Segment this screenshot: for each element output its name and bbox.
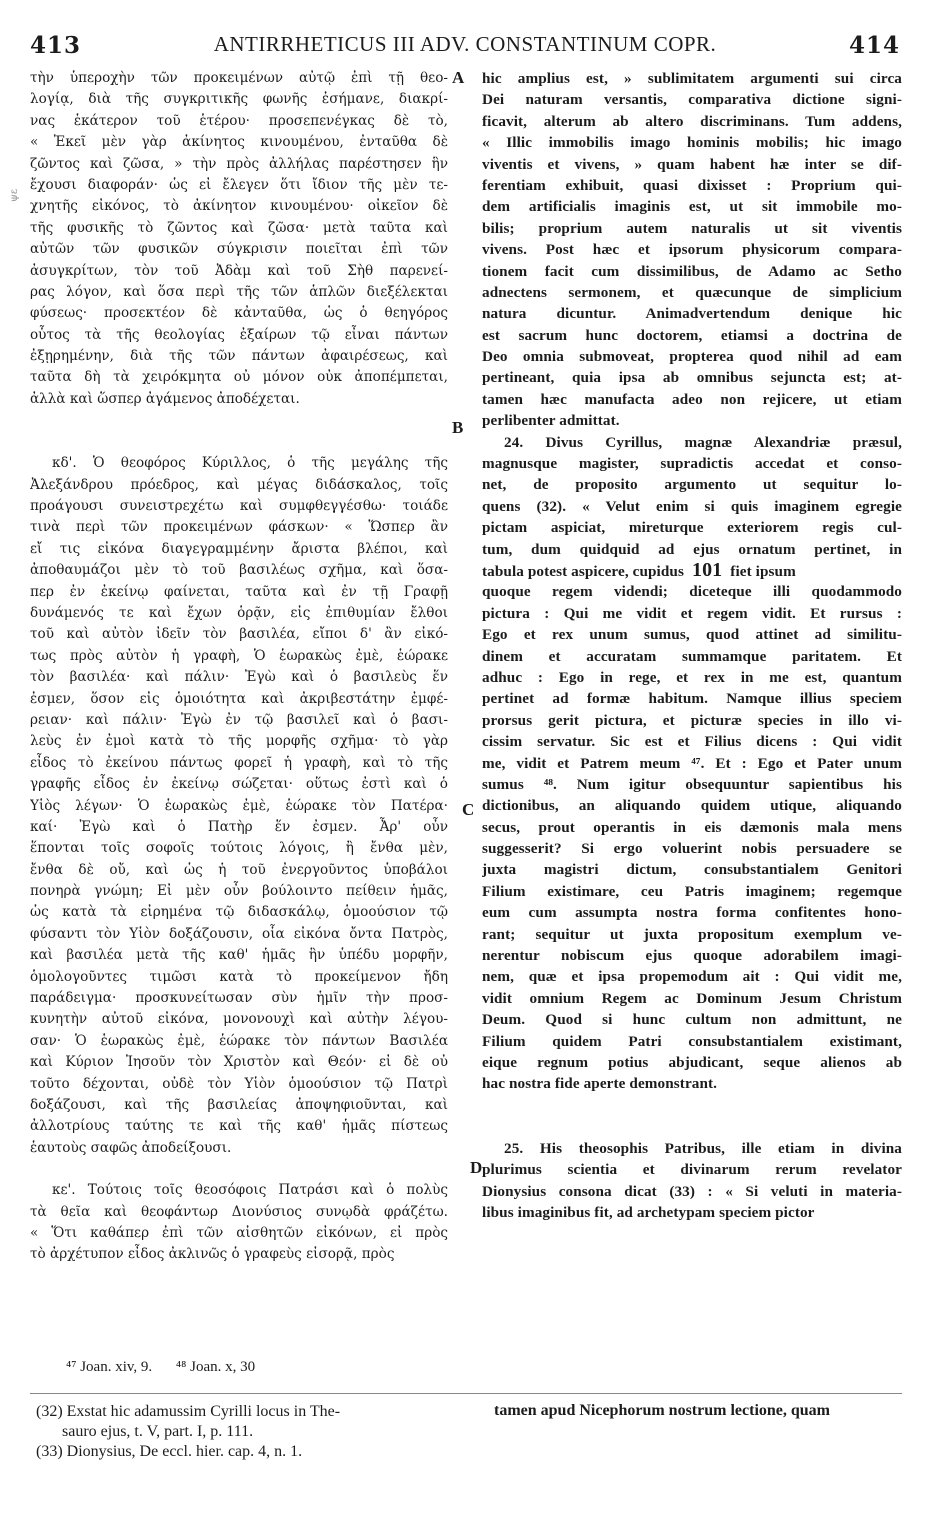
page-number-right: 414	[848, 32, 900, 59]
text-line: τὸν βασιλέα· καὶ πάλιν· Ἐγὼ καὶ ὁ βασιλεὺς ἕν	[30, 669, 448, 686]
section-marker-a: A	[452, 68, 465, 87]
text-line: ferentiam exhibuit, quasi dixisset : Proprium qui-	[482, 176, 902, 194]
text-line: sumus ⁴⁸. Num igitur obsequuntur sapientibus his	[482, 775, 902, 793]
text-line: καὶ βασιλέα μετὰ τῆς καθ' ἡμᾶς ἣν ὑπέδυ μορφῆν,	[30, 947, 448, 964]
scripture-notes	[66, 1359, 275, 1376]
text-line: « Ἐκεῖ μὲν γὰρ ἀκίνητος κινουμένου, ἐνταῦθα δὲ	[30, 134, 448, 151]
text-line: καὶ Κύριον Ἰησοῦν τὸν Χριστὸν καὶ Θεόν· εἰ δὲ οὐ	[30, 1054, 448, 1071]
text-line: natura dicuntur. Animadvertendum denique hic	[482, 305, 902, 323]
text-line: hic amplius est, » sublimitatem argumenti sui circa	[482, 70, 902, 87]
text-line: τὸ ἀρχέτυπον εἶδος ἀκλινῶς ὁ γραφεὺς εἰσορᾷ, πρὸς	[30, 1246, 395, 1263]
text-line: rant; sequitur ut juxta propositum exemplum ve-	[482, 925, 902, 943]
paragraph-gap	[30, 410, 448, 453]
text-line: vivens. Post hæc et ipsorum physicorum compara-	[482, 241, 902, 259]
text-line: αὐτῶν τῶν φυσικῶν σύγκρισιν ποιεῖται ἐπὶ τῶν	[30, 241, 448, 258]
footnote-right: tamen apud Nicephorum nostrum lectione, quam	[494, 1402, 831, 1419]
text-line: λογίᾳ, διὰ τῆς συγκριτικῆς φωνῆς ἐσήμανε, διακρί-	[30, 91, 448, 108]
text-line: Dionysius consona dicat (33) : « Si veluti in materia-	[482, 1182, 902, 1200]
text-line: quoque regem videndi; diceteque illi quodammodo	[482, 583, 902, 601]
text-line: ἀσυγκρίτων, τὸν τοῦ Ἀδὰμ καὶ τοῦ Σὴθ παρενεί-	[30, 262, 448, 279]
text-line: magnusque magister, supradictis accedat et conso-	[482, 455, 902, 473]
section-marker-b: B	[452, 418, 464, 437]
scripture-note: ⁴⁸ Joan. x, 30	[175, 1359, 256, 1375]
text-line: net, de proposito argumento ut sequitur lo-	[482, 476, 902, 494]
text-line: ταῦτα δὴ τὰ χειρόκμητα οὐ μόνον οὐκ ἀποπέμπεται,	[30, 369, 448, 386]
footnote-line: sauro ejus, t. V, part. I, p. 111.	[62, 1423, 254, 1440]
text-line: ἑαυτοὺς σαφῶς ἀποδείξουσι.	[30, 1139, 232, 1156]
text-line: pertineant, quia ipsa ab omnibus sejuncta est; at-	[482, 369, 902, 387]
text-line: quens (32). « Velut enim si quis imaginem egregie	[482, 497, 902, 515]
greek-column	[30, 68, 448, 1266]
text-line: secus, prout operantis in eis dæmonis mala mens	[482, 818, 902, 836]
page-number-left: 413	[30, 32, 82, 59]
text-line: vidit omnium Regem ac Dominum Jesum Christum	[482, 989, 902, 1007]
text-line: est sacrum hunc doctorem, etiamsi a doctrina de	[482, 326, 902, 344]
footnotes-left	[36, 1402, 454, 1462]
text-line: 25. His theosophis Patribus, ille etiam in divina	[504, 1139, 902, 1157]
text-line: σαν· Ὁ ἑωρακὼς ἐμὲ, ἑώρακε τὸν πάντων Βασιλέα	[30, 1032, 448, 1049]
text-line: pertinet ad formæ habitum. Namque illius speciem	[482, 690, 902, 708]
text-line: λεὺς ἐν ἐμοὶ κατὰ τὸ τῆς μορφῆς σχῆμα· τὸ γὰρ	[30, 733, 448, 750]
text-line: bilis; proprium autem naturalis ut sit viventis	[482, 219, 902, 237]
text-line: δυνάμενός τε καὶ ἔχων ὁρᾷν, εἰς ἐπιθυμίαν ἔλθοι	[30, 604, 448, 621]
text-line: ἔνθα δὲ οὔ, καὶ ὡς ἡ τοῦ ἐνεργοῦντος ὑποβάλοι	[30, 861, 448, 878]
text-line: Dei naturam versantis, comparativa dictione signi-	[482, 91, 902, 109]
text-line: hac nostra fide aperte demonstrant.	[482, 1075, 718, 1093]
text-line: « Illic immobilis imago hominis mobilis; hic imago	[482, 134, 902, 152]
text-line: Deo omnia submoveat, propterea quod nihil ad eam	[482, 348, 902, 366]
section-marker-c: C	[462, 800, 475, 819]
text-line: me, vidit et Patrem meum ⁴⁷. Et : Ego et Pater unum	[482, 754, 902, 772]
text-line: juxta magistri dictum, consubstantialem Genitori	[482, 861, 902, 879]
text-line: plurimus scientia et divinarum rerum revelator	[482, 1161, 902, 1179]
footnote-rule	[30, 1393, 902, 1394]
text-line: pictam aspiciat, mireturque exteriorem regis cul-	[482, 519, 902, 537]
text-line: κδ'. Ὁ θεοφόρος Κύριλλος, ὁ τῆς μεγάλης τῆς	[52, 455, 448, 472]
text-line: οὗτος τὰ τῆς θεολογίας ἐξαίρων τῷ εἶναι πάντων	[30, 326, 448, 343]
text-line: dictionibus, an aliquando quidem utique, aliquando	[482, 797, 902, 815]
text-line: εἴ τις εἰκόνα διαγεγραμμένην ἄριστα βλέποι, καὶ	[30, 540, 448, 557]
text-line: tamen hæc manufacta adeo non rejicere, ut etiam	[482, 390, 902, 408]
text-line: τως πρὸς αὐτὸν ἡ γραφὴ, Ὁ ἑωρακὼς ἐμὲ, ἑώρακε	[30, 647, 448, 664]
text-line: παράδειγμα· προσκυνείτωσαν σὺν ἡμῖν τὴν προσ-	[30, 990, 448, 1007]
text-line: « Ὅτι καθάπερ ἐπὶ τῶν αἰσθητῶν εἰκόνων, εἰ πρὸς	[30, 1224, 448, 1241]
text-line: adhuc : Ego in rege, et rex in me est, quantum	[482, 668, 902, 686]
text-line: cissim servatur. Sic est et Filius dicens : Qui vidit	[482, 733, 902, 751]
text-line: πονηρὰ γνώμη; Εἰ μὲν οὖν βούλοιντο πείθειν ἡμᾶς,	[30, 883, 448, 900]
paragraph-gap	[30, 1159, 448, 1180]
text-line: προάγουσι συνειστρεχέτω καὶ συμφθεγγέσθω· τοιάδε	[30, 498, 448, 515]
text-line: ἀποθαυμάζοι μὲν τὸ τοῦ βασιλέως σχῆμα, καὶ ὅσα-	[30, 562, 448, 579]
text-line: dem artificialis imaginis est, ut sit immobile mo-	[482, 198, 902, 216]
text-line: περ ἐν ἐκείνῳ φαίνεται, ταῦτα καὶ ἐν τῇ Γραφῇ	[30, 583, 448, 600]
text-line: 24. Divus Cyrillus, magnæ Alexandriæ præsul,	[504, 433, 902, 451]
latin-column	[482, 68, 902, 1223]
text-line: Ego et rex unum sumus, quod attinet ad similitu-	[482, 626, 902, 644]
text-line: τὴν ὑπεροχὴν τῶν προκειμένων αὐτῷ ἐπὶ τῇ θεο-	[30, 70, 448, 86]
footnote-line: (32) Exstat hic adamussim Cyrilli locus in The-	[36, 1403, 341, 1420]
text-line: Υἱὸς λέγων· Ὁ ἑωρακὼς ἐμὲ, ἑώρακε τὸν Πατέρα·	[30, 797, 448, 814]
text-line: ἔχουσι διαφοράν· ὡς εἰ ἔλεγεν ὅτι ἴδιον τῆς μὲν τε-	[30, 176, 448, 193]
text-fragment: tabula potest aspicere, cupidus	[482, 562, 684, 580]
text-line: viventis et vivens, » quam habent hæ inter se dif-	[482, 155, 902, 173]
text-line: ρας λόγον, καὶ ὅσα περὶ τῆς τῶν ἁπλῶν διεξέλεκται	[30, 283, 448, 300]
text-line: ὡς κατὰ τὰ εἰρημένα τῷ διδασκάλῳ, ὁμοούσιον τῷ	[30, 904, 448, 921]
text-fragment: fiet ipsum	[730, 562, 796, 580]
paragraph-gap	[482, 1095, 902, 1138]
text-line: τοῦ καὶ αὐτὸν ἰδεῖν τὸν βασιλέα, εἴποι δ' ἂν εἰκό-	[30, 626, 448, 643]
text-line: ρειαν· καὶ πάλιν· Ἐγὼ ἐν τῷ βασιλεῖ καὶ ὁ βασι-	[30, 711, 448, 728]
text-line: κε'. Τούτοις τοῖς θεοσόφοις Πατράσι καὶ ὁ πολὺς	[52, 1182, 448, 1199]
text-line: ἐξῃρημένην, διὰ τῆς τῶν πάντων ἀφαιρέσεως, καὶ	[30, 348, 448, 365]
text-line: Filium existimare, ceu Patris imaginem; regemque	[482, 882, 902, 900]
text-line: Ἀλεξάνδρου πρόεδρος, καὶ μέγας διδάσκαλος, τοῖς	[30, 476, 448, 493]
text-line: τῆς φυσικῆς τὸ ζῶντος καὶ ζῶσα· μετὰ ταῦτα καὶ	[30, 219, 448, 236]
text-line: ἀλλοτρίους ταύτης τε καὶ τῆς καθ' ἡμᾶς πίστεως	[30, 1118, 448, 1135]
scripture-note: ⁴⁷ Joan. xiv, 9.	[66, 1359, 153, 1375]
text-line: φύσαντι τὸν Υἱὸν δοξάζουσιν, οἷα εἰκόνα ὄντα Πατρὸς,	[30, 925, 448, 942]
text-line: ἐσμεν, ὅσον εἰς ὁμοιότητα καὶ ἀκριβεστάτην ἐμφέ-	[30, 690, 448, 707]
text-line: pictura : Qui me vidit et regem vidit. Et rursus :	[482, 604, 902, 622]
footnote-line: (33) Dionysius, De eccl. hier. cap. 4, n. 1.	[36, 1443, 303, 1460]
text-line: perlibenter admittat.	[482, 412, 620, 430]
text-line: nem, quæ et ipsa propemodum ait : Qui vidit me,	[482, 968, 902, 986]
text-line: adnectens sermonem, et quæcunque de simplicium	[482, 283, 902, 301]
text-line: τινὰ περὶ τῶν προκειμένων φάσκων· « Ὥσπερ ἂν	[30, 519, 448, 536]
text-line: eique regnum potius abjudicant, seque alienos ab	[482, 1053, 902, 1071]
text-line: ὁμολογοῦντες τιμῶσι κατὰ τὸ προκείμενον ἤδη	[30, 968, 448, 985]
text-line: τοῦτο δέχονται, οὐδὲ τὸν Υἱὸν ὁμοούσιον τῷ Πατρὶ	[30, 1075, 448, 1092]
text-line: νας ἑκάτερον τοῦ ἑτέρου· προσεπενέγκας δὲ τὸ,	[30, 112, 448, 129]
text-line: ficavit, alterum ab altero discriminans. Tum addens,	[482, 112, 902, 130]
text-line: κυνητὴν αὐτοῦ εἰκόνα, μονονουχὶ καὶ αὐτὴν λέγου-	[30, 1011, 448, 1028]
text-line: ἕπονται τοῖς σοφοῖς τούτοις λόγοις, ἢ ἔνθα μὲν,	[30, 840, 448, 857]
text-line: tum, dum quidquid ad ejus ornatum pertinet, in	[482, 540, 902, 558]
text-line: suggesserit? Si ergo voluerint nobis persuadere se	[482, 840, 902, 858]
text-line: φύσεως· προσεκτέον δὲ κἀνταῦθα, ὡς ὁ θεηγόρος	[30, 305, 448, 322]
text-line: καί· Ἐγὼ καὶ ὁ Πατὴρ ἕν ἐσμεν. Ἆρ' οὖν	[30, 818, 448, 835]
text-line: nerentur nobiscum ejus quoque adorabilem imagi-	[482, 947, 902, 965]
text-line: τὰ θεῖα καὶ θεοφάντωρ Διονύσιος συνῳδὰ φράζέτω.	[30, 1203, 448, 1220]
text-line: ἀλλὰ καὶ ὥσπερ ἀγάμενος ἀποδέχεται.	[30, 390, 300, 407]
text-line: libus imaginibus fit, ad archetypam speciem pictor	[482, 1203, 815, 1221]
text-line: γραφῆς εἶδος ἐν ἐκείνῳ σώζεται· οὕτως ἐστὶ καὶ ὁ	[30, 776, 448, 793]
text-line: ζῶντος καὶ ζῶσα, » τὴν πρὸς ἀλλήλας παρέστησεν ἣν	[30, 155, 448, 172]
text-line	[482, 560, 902, 581]
text-line: Deum. Quod si hunc cultum non admittunt, ne	[482, 1011, 902, 1029]
text-line: Filium quidem Patri consubstantialem existimant,	[482, 1032, 902, 1050]
text-line: dinem et accuratam summamque paritatem. Et	[482, 647, 902, 665]
text-line: eum cum assumpta nostra forma confitentes hono-	[482, 904, 902, 922]
text-line: χνητῆς εἰκόνος, τὸ ἀκίνητον κινουμένου· οἰκεῖον δὲ	[30, 198, 448, 215]
margin-note: ψε	[9, 188, 21, 203]
text-line: tionem facit cum dissimilibus, de Adamo ac Setho	[482, 262, 902, 280]
running-title: ANTIRRHETICUS III ADV. CONSTANTINUM COPR.	[213, 32, 717, 56]
text-line: prorsus gerit pictura, et picturæ species in illo vi-	[482, 711, 902, 729]
text-line: εἶδος τὸ ἐκείνου πάντως φορεῖ ἡ γραφὴ, καὶ τὸ τῆς	[30, 754, 448, 771]
text-line: δοξάζουσι, καὶ τῆς βασιλείας ἀποψηφιοῦνται, καὶ	[30, 1096, 448, 1113]
column-number: 101	[691, 559, 723, 581]
section-marker-d: D	[470, 1158, 483, 1177]
running-header	[30, 32, 900, 62]
